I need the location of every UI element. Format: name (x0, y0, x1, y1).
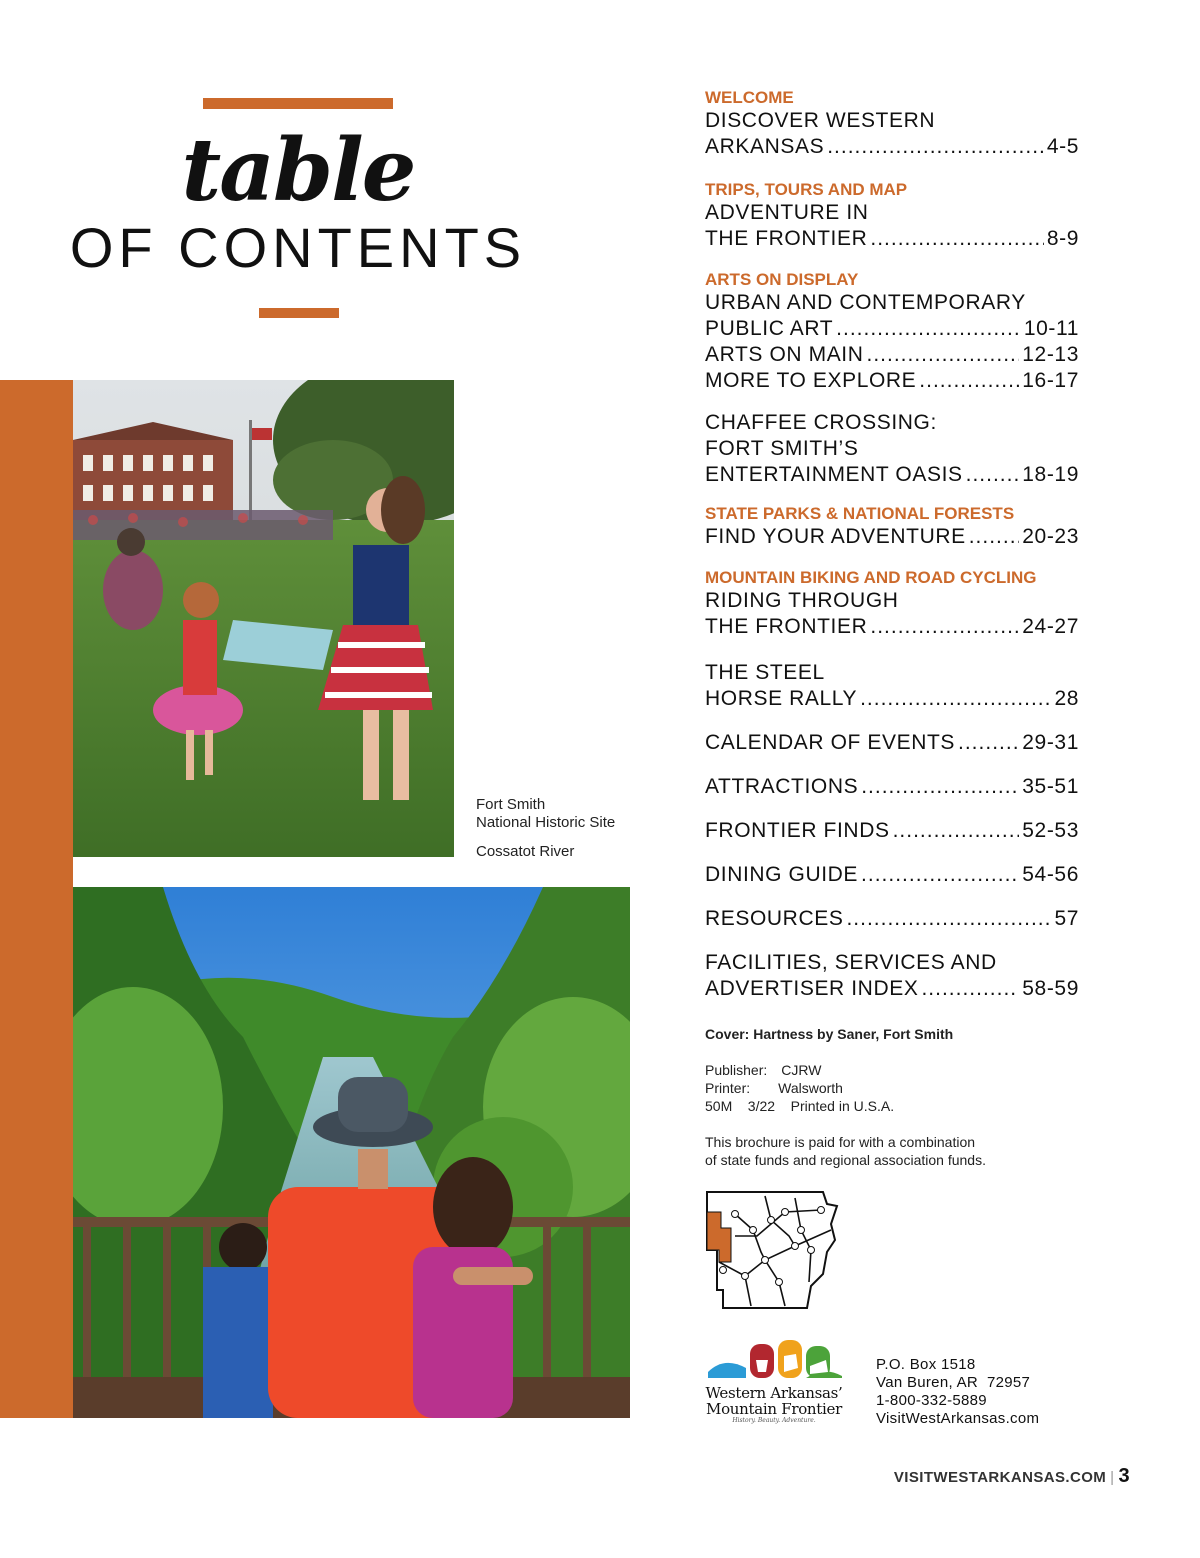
toc-entry-title: DISCOVER WESTERN (705, 109, 936, 132)
toc-entry[interactable] (705, 730, 1079, 756)
toc-entry[interactable] (705, 316, 1079, 342)
toc-entry-title: PUBLIC ART (705, 317, 834, 340)
toc-section (705, 862, 1079, 888)
toc-entry-title: FORT SMITH’S (705, 437, 859, 460)
toc-entry-title: CHAFFEE CROSSING: (705, 411, 937, 434)
toc-category: WELCOME (705, 88, 794, 107)
toc-page-number: 35-51 (1022, 775, 1079, 798)
toc-category: STATE PARKS & NATIONAL FORESTS (705, 504, 1015, 523)
footer-separator: | (1110, 1469, 1115, 1486)
toc-entry-title: ADVENTURE IN (705, 201, 869, 224)
caption-line: Fort Smith (476, 796, 546, 813)
toc-category: TRIPS, TOURS AND MAP (705, 180, 908, 199)
toc-page-number: 57 (1054, 907, 1079, 930)
footer-site[interactable]: VISITWESTARKANSAS.COM (893, 1469, 1107, 1486)
publisher-info (705, 1061, 894, 1115)
funding-line: of state funds and regional association funds. (705, 1152, 986, 1168)
toc-section (705, 410, 1079, 488)
toc-entry-title: CALENDAR OF EVENTS (705, 731, 956, 754)
toc-section (705, 270, 1079, 394)
toc-entry[interactable] (705, 368, 1079, 394)
cossatot-river-photo (73, 887, 630, 1418)
logo-line-1: Western Arkansas’ (705, 1384, 843, 1402)
toc-page-number: 4-5 (1046, 135, 1079, 158)
printer-label: Printer: (705, 1080, 751, 1096)
fort-smith-photo (73, 380, 454, 857)
toc-dot-leader (846, 906, 1051, 932)
toc-dot-leader (861, 862, 1019, 888)
toc-entry[interactable] (705, 906, 1079, 932)
toc-page-number: 20-23 (1022, 525, 1079, 548)
toc-page-number: 58-59 (1022, 977, 1079, 1000)
toc-page-number: 28 (1054, 687, 1079, 710)
toc-page-number: 52-53 (1022, 819, 1079, 842)
toc-list (705, 70, 1079, 1002)
toc-entry (705, 660, 1079, 686)
cover-credit: Cover: Hartness by Saner, Fort Smith (705, 1026, 954, 1042)
toc-entry (705, 950, 1079, 976)
toc-entry[interactable] (705, 342, 1079, 368)
toc-dot-leader (870, 614, 1019, 640)
toc-dot-leader (836, 316, 1021, 342)
toc-entry (705, 588, 1079, 614)
funding-line: This brochure is paid for with a combination (705, 1134, 976, 1150)
contact-info (876, 1356, 1039, 1428)
toc-page-number: 24-27 (1022, 615, 1079, 638)
toc-page-number: 54-56 (1022, 863, 1079, 886)
toc-entry-title: ARKANSAS (705, 135, 825, 158)
toc-entry (705, 108, 1079, 134)
page-number: 3 (1118, 1465, 1130, 1487)
contact-line: 1-800-332-5889 (876, 1392, 987, 1409)
toc-section (705, 774, 1079, 800)
toc-category: MOUNTAIN BIKING AND ROAD CYCLING (705, 568, 1037, 587)
toc-entry-title: ATTRACTIONS (705, 775, 859, 798)
page-title-caps: OF CONTENTS (69, 216, 527, 279)
toc-entry[interactable] (705, 976, 1079, 1002)
toc-entry-title: URBAN AND CONTEMPORARY (705, 291, 1026, 314)
toc-entry (705, 436, 1079, 462)
toc-dot-leader (861, 774, 1019, 800)
toc-entry-title: RIDING THROUGH (705, 589, 899, 612)
toc-entry (705, 200, 1079, 226)
toc-entry[interactable] (705, 818, 1079, 844)
toc-dot-leader (893, 818, 1020, 844)
publisher-label: Publisher: (705, 1062, 768, 1078)
funding-note (705, 1133, 986, 1169)
caption-line: Cossatot River (476, 843, 575, 860)
photo-caption-fort-smith (476, 796, 615, 832)
toc-page-number: 18-19 (1022, 463, 1079, 486)
toc-entry-title: THE FRONTIER (705, 227, 868, 250)
toc-section (705, 950, 1079, 1002)
toc-page-number: 29-31 (1022, 731, 1079, 754)
toc-page-number: 8-9 (1046, 227, 1079, 250)
toc-section (705, 180, 1079, 252)
toc-section (705, 88, 1079, 160)
toc-entry-title: FACILITIES, SERVICES AND (705, 951, 997, 974)
photo-caption-cossatot (476, 843, 574, 861)
toc-dot-leader (958, 730, 1019, 756)
logo-tagline: History. Beauty. Adventure. (732, 1417, 816, 1424)
toc-dot-leader (870, 226, 1043, 252)
toc-entry-title: HORSE RALLY (705, 687, 858, 710)
title-rule-bottom (259, 308, 339, 318)
toc-entry[interactable] (705, 774, 1079, 800)
page-footer (894, 1465, 1130, 1488)
toc-dot-leader (860, 686, 1051, 712)
printer-value: Walsworth (778, 1080, 843, 1096)
toc-entry (705, 410, 1079, 436)
toc-entry[interactable] (705, 614, 1079, 640)
toc-entry[interactable] (705, 226, 1079, 252)
toc-entry-title: ADVERTISER INDEX (705, 977, 919, 1000)
toc-section (705, 660, 1079, 712)
arkansas-map (705, 1190, 845, 1310)
website-link[interactable]: VisitWestArkansas.com (876, 1410, 1040, 1427)
title-rule-top (203, 98, 393, 109)
toc-page-number: 12-13 (1022, 343, 1079, 366)
toc-entry[interactable] (705, 524, 1079, 550)
toc-entry[interactable] (705, 862, 1079, 888)
toc-section (705, 818, 1079, 844)
toc-section (705, 504, 1079, 550)
toc-page-number: 10-11 (1023, 317, 1079, 340)
toc-entry-title: ENTERTAINMENT OASIS (705, 463, 963, 486)
contact-line: Van Buren, AR 72957 (876, 1374, 1031, 1391)
toc-entry[interactable] (705, 686, 1079, 712)
toc-entry-title: MORE TO EXPLORE (705, 369, 917, 392)
toc-dot-leader (921, 976, 1019, 1002)
toc-section (705, 906, 1079, 932)
toc-entry[interactable] (705, 134, 1079, 160)
toc-entry-title: THE STEEL (705, 661, 825, 684)
toc-entry-title: RESOURCES (705, 907, 844, 930)
toc-section (705, 568, 1079, 640)
toc-entry-title: DINING GUIDE (705, 863, 859, 886)
print-run-line: 50M 3/22 Printed in U.S.A. (705, 1098, 895, 1114)
western-arkansas-logo (704, 1338, 844, 1428)
toc-page-number: 16-17 (1022, 369, 1079, 392)
toc-entry[interactable] (705, 462, 1079, 488)
toc-entry-title: THE FRONTIER (705, 615, 868, 638)
toc-entry-title: FIND YOUR ADVENTURE (705, 525, 966, 548)
page-title-script: table (181, 120, 415, 221)
logo-mark-icon (704, 1338, 844, 1380)
accent-side-bar (0, 380, 73, 1418)
toc-entry-title: FRONTIER FINDS (705, 819, 890, 842)
caption-line: National Historic Site (476, 814, 616, 831)
toc-dot-leader (919, 368, 1019, 394)
toc-category: ARTS ON DISPLAY (705, 270, 859, 289)
toc-dot-leader (827, 134, 1044, 160)
toc-dot-leader (966, 462, 1020, 488)
toc-dot-leader (867, 342, 1020, 368)
toc-dot-leader (969, 524, 1020, 550)
toc-entry (705, 290, 1079, 316)
toc-entry-title: ARTS ON MAIN (705, 343, 864, 366)
contact-line: P.O. Box 1518 (876, 1356, 976, 1373)
publisher-value: CJRW (781, 1062, 822, 1078)
toc-section (705, 730, 1079, 756)
logo-line-2: Mountain Frontier (706, 1400, 842, 1418)
